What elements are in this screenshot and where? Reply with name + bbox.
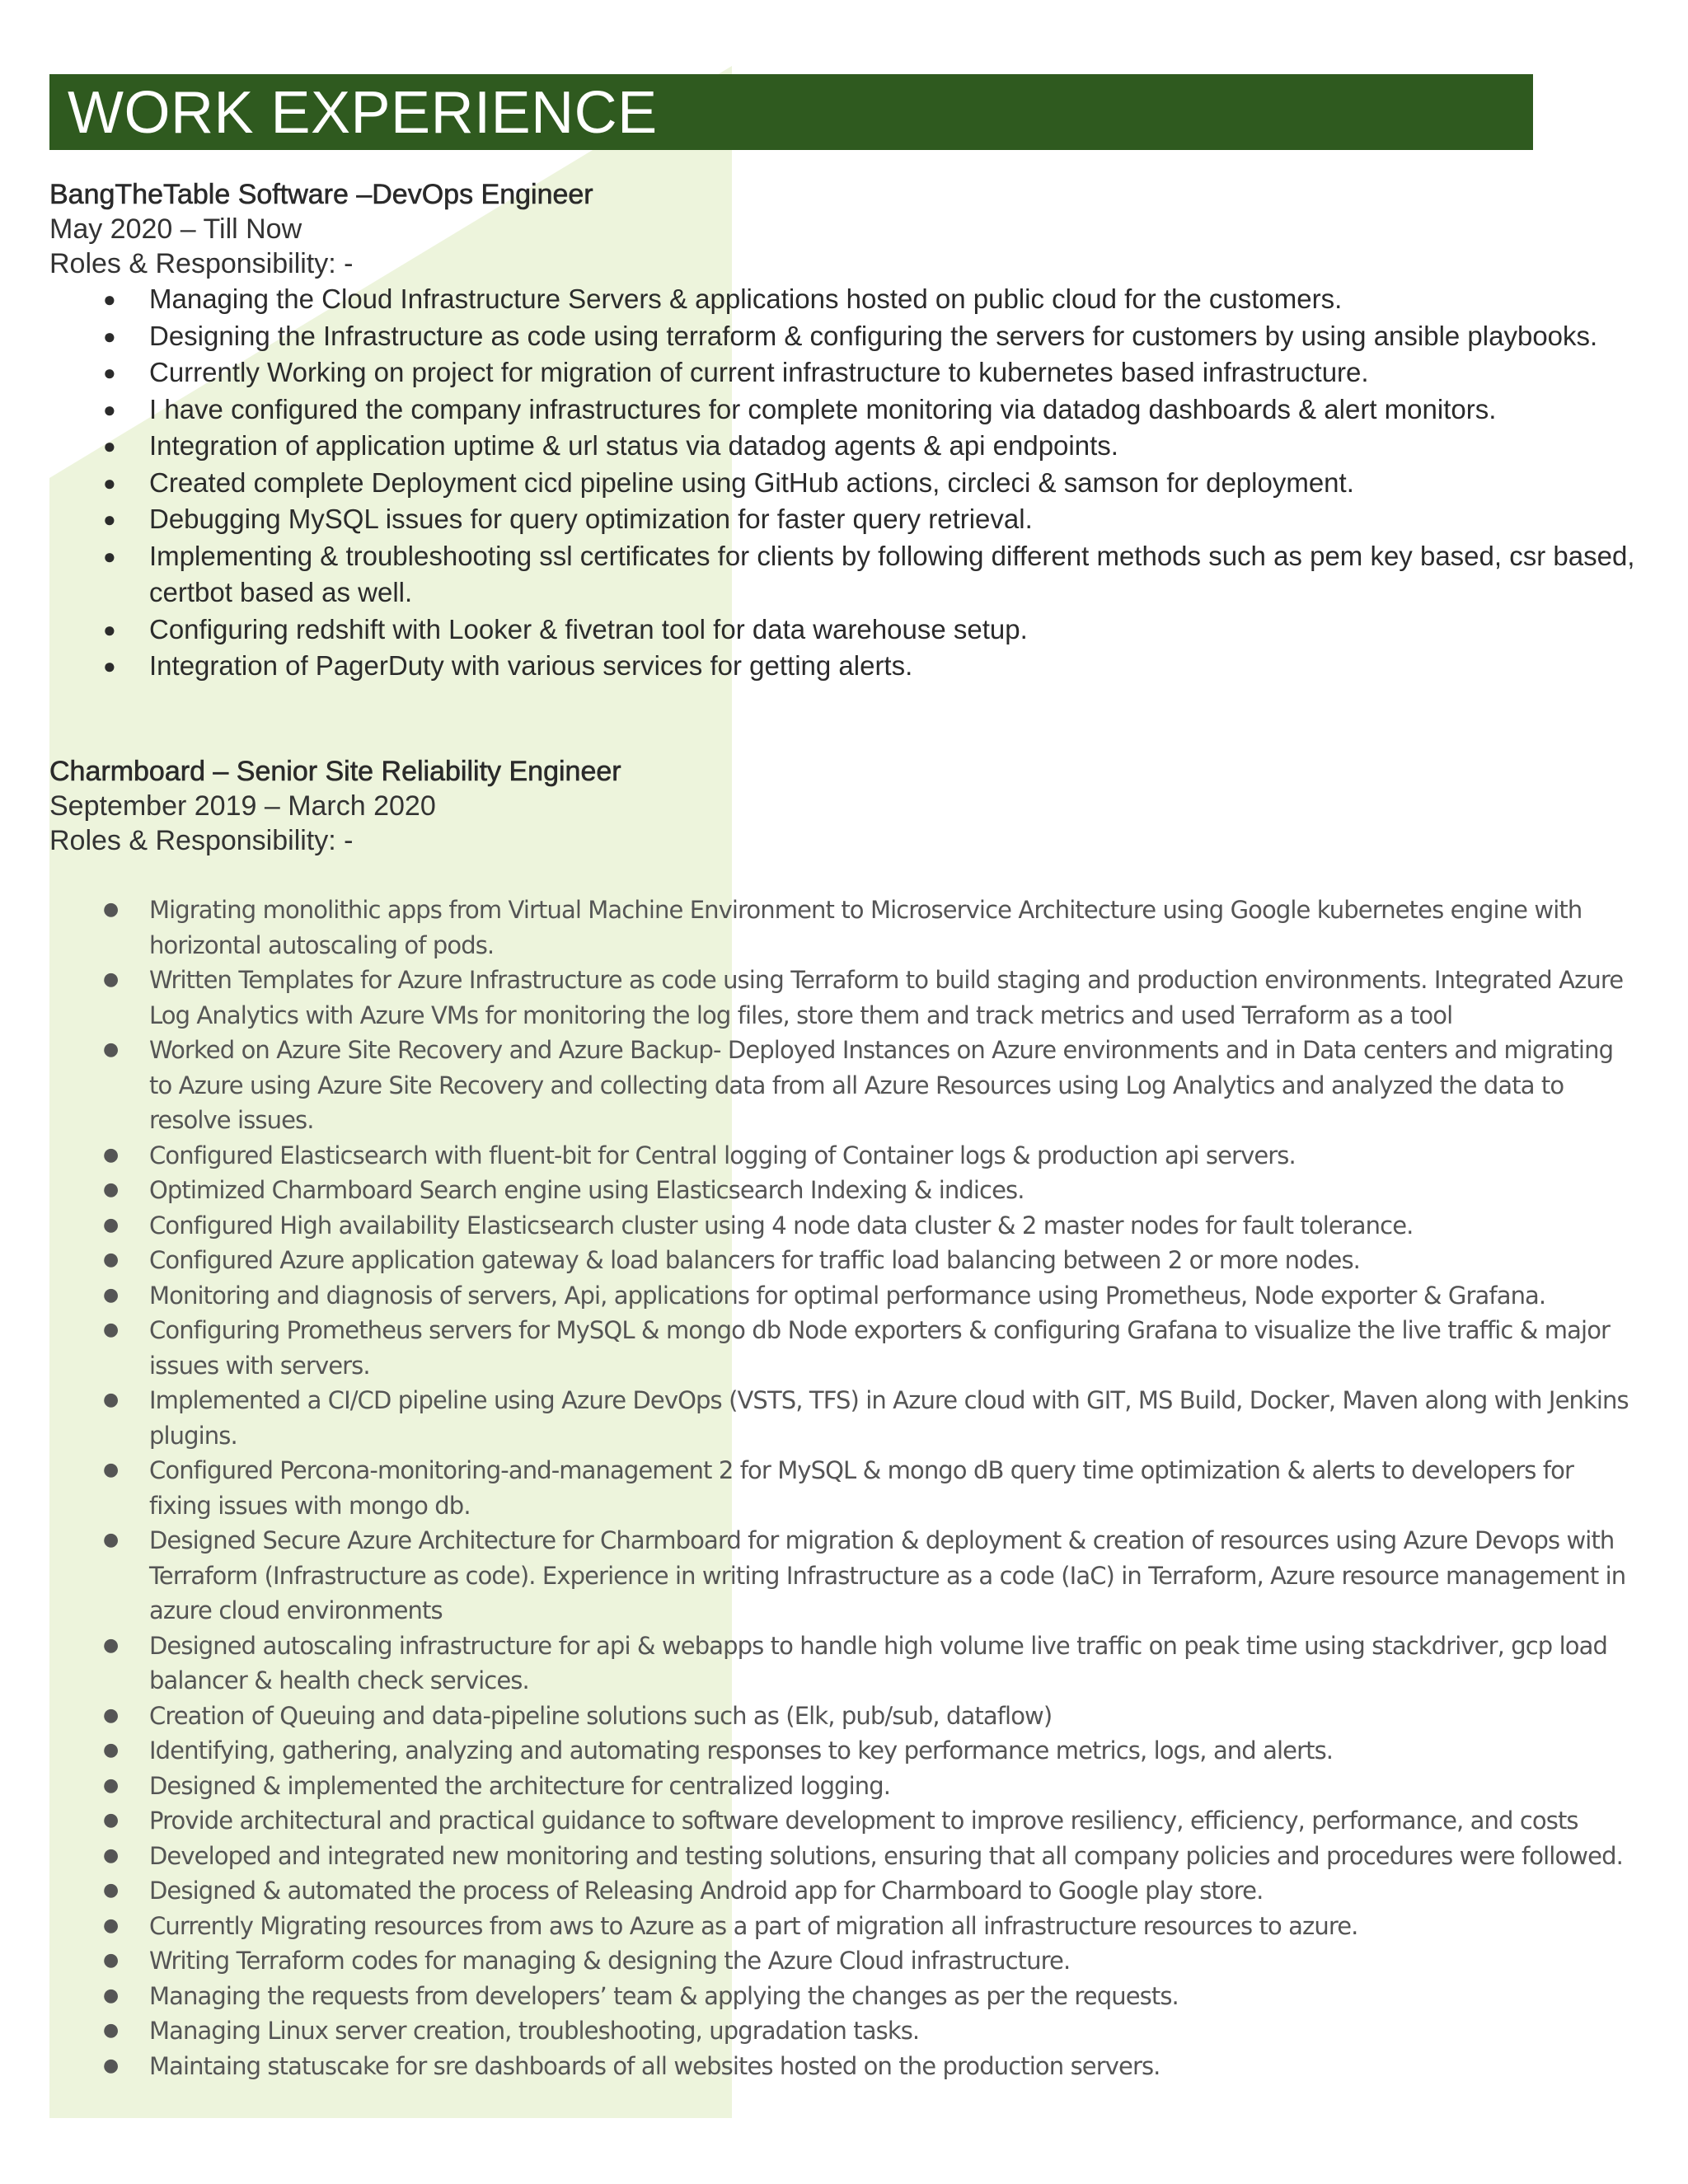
bullet-icon: ● <box>103 2055 120 2076</box>
list-item <box>49 1243 1640 1278</box>
list-item <box>49 1278 1640 1314</box>
list-item-text: Migrating monolithic apps from Virtual Machine Environment to Microservice Architecture using Google kubernetes engine with horizontal autoscaling of pods. <box>149 896 1582 959</box>
bullet-icon: ● <box>103 1985 120 2006</box>
list-item <box>49 1383 1640 1453</box>
bullet-icon: ● <box>103 1880 120 1900</box>
list-item <box>49 501 1640 538</box>
bullet-icon: ● <box>103 470 116 495</box>
list-item <box>49 1979 1640 2014</box>
bullet-icon: ● <box>103 1844 120 1866</box>
responsibility-list <box>49 893 1640 2083</box>
bullet-icon: ● <box>103 507 116 532</box>
list-item <box>49 963 1640 1033</box>
list-item <box>49 1873 1640 1909</box>
job-title: BangTheTable Software –DevOps Engineer <box>49 179 593 210</box>
list-item-text: Designed & automated the process of Releasing Android app for Charmboard to Google play store. <box>149 1877 1264 1905</box>
bullet-icon: ● <box>103 1249 120 1270</box>
list-item-text: Designing the Infrastructure as code using terraform & configuring the servers for customers by using ansible playbooks. <box>149 320 1598 351</box>
list-item <box>49 1453 1640 1523</box>
list-item <box>49 648 1640 685</box>
list-item-text: Managing the requests from developers’ team & applying the changes as per the requests. <box>149 1981 1179 2010</box>
list-item <box>49 2049 1640 2084</box>
list-item-text: Provide architectural and practical guidance to software development to improve resiliency, efficiency, performance, and costs <box>149 1807 1578 1835</box>
bullet-icon: ● <box>103 434 116 458</box>
job-title: Charmboard – Senior Site Reliability Engineer <box>49 756 621 787</box>
bullet-icon: ● <box>103 543 116 569</box>
list-item-text: Configuring Prometheus servers for MySQL & mongo db Node exporters & configuring Grafana to visualize the live traffic & major issues with servers. <box>149 1316 1611 1380</box>
list-item-text: Configured Azure application gateway & load balancers for traffic load balancing between 2 or more nodes. <box>149 1246 1360 1274</box>
job-dates: September 2019 – March 2020 <box>49 790 436 822</box>
list-item <box>49 1733 1640 1769</box>
list-item-text: Configuring redshift with Looker & fivetran tool for data warehouse setup. <box>149 613 1028 644</box>
bullet-icon: ● <box>103 1319 120 1340</box>
list-item <box>49 1173 1640 1208</box>
list-item-text: Developed and integrated new monitoring and testing solutions, ensuring that all company policies and procedures were followed. <box>149 1841 1623 1870</box>
bullet-icon: ● <box>103 1179 120 1200</box>
list-item <box>49 354 1640 391</box>
bullet-icon: ● <box>103 1284 120 1305</box>
list-item-text: Managing the Cloud Infrastructure Servers & applications hosted on public cloud for the customers. <box>149 284 1343 314</box>
list-item-text: Configured High availability Elasticsearch cluster using 4 node data cluster & 2 master nodes for fault tolerance. <box>149 1211 1414 1240</box>
list-item-text: Configured Elasticsearch with fluent-bit for Central logging of Container logs & production api servers. <box>149 1141 1296 1169</box>
list-item <box>49 1033 1640 1138</box>
list-item <box>49 1138 1640 1174</box>
list-item <box>49 893 1640 963</box>
bullet-icon: ● <box>103 1774 120 1796</box>
list-item <box>49 1943 1640 1979</box>
list-item-text: Written Templates for Azure Infrastructure as code using Terraform to build staging and production environments. Integrated Azure Log Analytics with Azure VMs for monitoring the log files, store them and track metrics and used Terraform as a tool <box>149 966 1624 1029</box>
job-entry-charmboard <box>49 754 1640 2083</box>
list-item-text: Designed autoscaling infrastructure for api & webapps to handle high volume live traffic on peak time using stackdriver, gcp load balancer & health check services. <box>149 1631 1608 1694</box>
list-item-text: Designed Secure Azure Architecture for Charmboard for migration & deployment & creation of resources using Azure Devops with Terraform (Infrastructure as code). Experience in writing Infrastructure as a code (IaC) in Terraform, Azure resource management in azure cloud environments <box>149 1526 1626 1624</box>
bullet-icon: ● <box>103 1740 120 1760</box>
bullet-icon: ● <box>103 1144 120 1165</box>
roles-label: Roles & Responsibility: - <box>49 248 354 279</box>
list-item-text: Debugging MySQL issues for query optimization for faster query retrieval. <box>149 504 1033 534</box>
bullet-icon: ● <box>103 396 116 422</box>
list-item <box>49 538 1640 612</box>
responsibility-list <box>49 281 1640 685</box>
list-item-text: Worked on Azure Site Recovery and Azure Backup- Deployed Instances on Azure environments and in Data centers and migrating to Azure using Azure Site Recovery and collecting data from all Azure Resources using Log Analytics and analyzed the data to resolve issues. <box>149 1036 1614 1134</box>
list-item <box>49 2013 1640 2049</box>
bullet-icon: ● <box>103 654 116 678</box>
list-item <box>49 1699 1640 1734</box>
bullet-icon: ● <box>103 1214 120 1235</box>
list-item-text: Currently Migrating resources from aws to Azure as a part of migration all infrastructure resources to azure. <box>149 1911 1358 1940</box>
bullet-icon: ● <box>103 1039 120 1060</box>
bullet-icon: ● <box>103 1704 120 1726</box>
list-item-text: Managing Linux server creation, troubleshooting, upgradation tasks. <box>149 2017 920 2045</box>
bullet-icon: ● <box>103 1390 120 1410</box>
list-item-text: Writing Terraform codes for managing & designing the Azure Cloud infrastructure. <box>149 1947 1071 1975</box>
list-item <box>49 428 1640 465</box>
bullet-icon: ● <box>103 1634 120 1656</box>
bullet-icon: ● <box>103 1810 120 1830</box>
list-item-text: Implemented a CI/CD pipeline using Azure DevOps (VSTS, TFS) in Azure cloud with GIT, MS Build, Docker, Maven along with Jenkins plugins. <box>149 1386 1629 1450</box>
list-item <box>49 1909 1640 1944</box>
list-item-text: Currently Working on project for migration of current infrastructure to kubernetes based infrastructure. <box>149 357 1369 387</box>
list-item <box>49 1629 1640 1699</box>
list-item-text: Created complete Deployment cicd pipeline using GitHub actions, circleci & samson for deployment. <box>149 466 1354 498</box>
job-dates: May 2020 – Till Now <box>49 213 302 245</box>
bullet-icon: ● <box>103 287 116 312</box>
list-item-text: Implementing & troubleshooting ssl certificates for clients by following different methods such as pem key based, csr based, certbot based as well. <box>149 540 1635 607</box>
bullet-icon: ● <box>103 616 116 642</box>
list-item-text: Creation of Queuing and data-pipeline solutions such as (Elk, pub/sub, dataflow) <box>149 1701 1053 1730</box>
bullet-icon: ● <box>103 323 116 349</box>
bullet-icon: ● <box>103 969 120 990</box>
list-item-text: Monitoring and diagnosis of servers, Api, applications for optimal performance using Prometheus, Node exporter & Grafana. <box>149 1281 1546 1310</box>
list-item-text: Integration of application uptime & url status via datadog agents & api endpoints. <box>149 430 1118 461</box>
bullet-icon: ● <box>103 1460 120 1480</box>
bullet-icon: ● <box>103 899 120 920</box>
list-item-text: Integration of PagerDuty with various services for getting alerts. <box>149 650 913 681</box>
list-item <box>49 1208 1640 1244</box>
list-item-text: Maintaing statuscake for sre dashboards of all websites hosted on the production servers. <box>149 2051 1160 2080</box>
list-item <box>49 1523 1640 1629</box>
bullet-icon: ● <box>103 1950 120 1971</box>
list-item <box>49 1839 1640 1874</box>
list-item-text: Designed & implemented the architecture for centralized logging. <box>149 1771 891 1800</box>
list-item <box>49 318 1640 355</box>
section-title: WORK EXPERIENCE <box>68 80 658 146</box>
bullet-icon: ● <box>103 1915 120 1936</box>
list-item <box>49 1803 1640 1839</box>
bullet-icon: ● <box>103 2020 120 2041</box>
list-item-text: I have configured the company infrastructures for complete monitoring via datadog dashboards & alert monitors. <box>149 393 1497 424</box>
list-item <box>49 1313 1640 1383</box>
job-entry-bangthetable <box>49 177 1640 685</box>
list-item <box>49 391 1640 429</box>
list-item <box>49 281 1640 318</box>
list-item-text: Optimized Charmboard Search engine using Elasticsearch Indexing & indices. <box>149 1176 1025 1204</box>
section-banner <box>49 74 1533 150</box>
bullet-icon: ● <box>103 360 116 385</box>
bullet-icon: ● <box>103 1530 120 1550</box>
list-item <box>49 465 1640 502</box>
list-item <box>49 612 1640 649</box>
list-item-text: Identifying, gathering, analyzing and automating responses to key performance metrics, logs, and alerts. <box>149 1736 1334 1765</box>
list-item <box>49 1769 1640 1804</box>
list-item-text: Configured Percona-monitoring-and-management 2 for MySQL & mongo dB query time optimization & alerts to developers for fixing issues with mongo db. <box>149 1456 1573 1520</box>
roles-label: Roles & Responsibility: - <box>49 825 354 856</box>
